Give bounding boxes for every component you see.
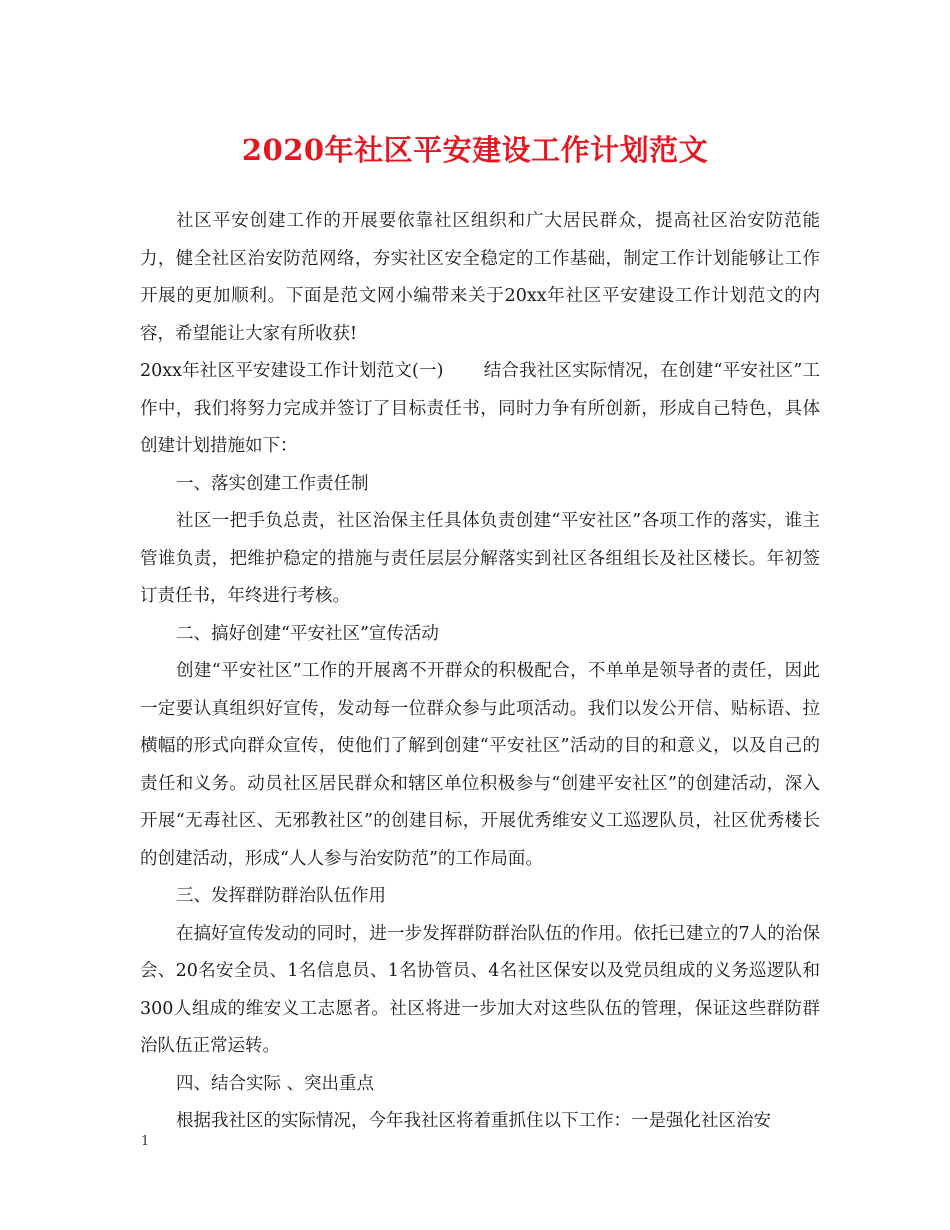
section-heading: 20xx年社区平安建设工作计划范文(一) [140,361,444,381]
paragraph-section-one-intro [140,353,820,466]
document-title: 2020年社区平安建设工作计划范文 [241,133,709,167]
page-number: 1 [141,1134,150,1149]
subheading-4: 四、结合实际 、突出重点 [176,1073,375,1094]
paragraph-intro: 社区平安创建工作的开展要依靠社区组织和广大居民群众，提高社区治安防范能力，健全社区治安防范网络，夯实社区安全稳定的工作基础，制定工作计划能够让工作开展的更加顺利。下面是范文网小编带来关于20xx年社区平安建设工作计划范文的内容，希望能让大家有所收获! [140,211,820,344]
paragraph-responsibility: 社区一把手负总责，社区治保主任具体负责创建“平安社区”各项工作的落实，谁主管谁负责，把维护稳定的措施与责任层层分解落实到社区各组组长及社区楼长。年初签订责任书，年终进行考核。 [140,511,820,606]
paragraph-publicity: 创建“平安社区”工作的开展离不开群众的积极配合，不单单是领导者的责任，因此一定要认真组织好宣传，发动每一位群众参与此项活动。我们以发公开信、贴标语、拉横幅的形式向群众宣传，使他们了解到创建“平安社区”活动的目的和意义，以及自己的责任和义务。动员社区居民群众和辖区单位积极参与“创建平安社区”的创建活动，深入开展“无毒社区、无邪教社区”的创建目标，开展优秀维安义工巡逻队员，社区优秀楼长的创建活动，形成“人人参与治安防范”的工作局面。 [140,661,820,869]
document-body [140,203,820,1141]
paragraph-focus: 根据我社区的实际情况，今年我社区将着重抓住以下工作：一是强化社区治安 [176,1111,771,1131]
subheading-2: 二、搞好创建“平安社区”宣传活动 [176,623,439,644]
paragraph-teams: 在搞好宣传发动的同时，进一步发挥群防群治队伍的作用。依托已建立的7人的治保会、20名安全员、1名信息员、1名协管员、4名社区保安以及党员组成的义务巡逻队和300人组成的维安义工志愿者。社区将进一步加大对这些队伍的管理，保证这些群防群治队伍正常运转。 [140,923,820,1056]
subheading-3: 三、发挥群防群治队伍作用 [176,886,386,906]
paragraph-text: 结合我社区实际情况，在创建“平安社区”工作中，我们将努力完成并签订了目标责任书，同时力争有所创新，形成自己特色，具体创建计划措施如下： [140,361,820,456]
subheading-1: 一、落实创建工作责任制 [176,473,369,494]
